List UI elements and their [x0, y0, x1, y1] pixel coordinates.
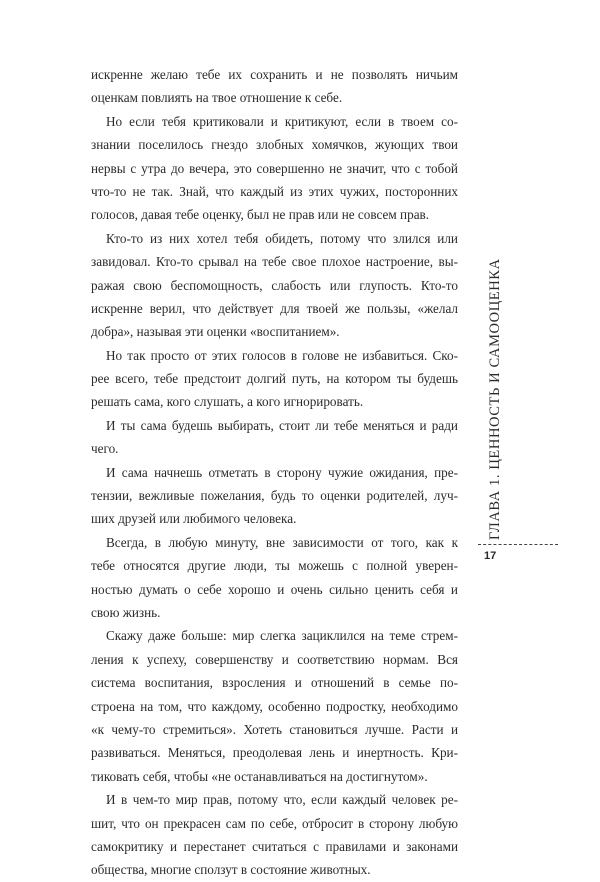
text-line: Скажу даже больше: мир слегка зациклился на теме стрем-	[106, 628, 458, 644]
text-line: шит, что он прекрасен сам по себе, отбросит в сторону любую	[91, 815, 458, 831]
text-line: Кто-то из них хотел тебя обидеть, потому что злился или	[106, 230, 458, 246]
text-line: И сама начнешь отметать в сторону чужие ожидания, пре-	[106, 464, 458, 480]
text-line: Но если тебя критиковали и критикуют, если в твоем со-	[106, 113, 458, 129]
chapter-title: ГЛАВА 1. ЦЕННОСТЬ И САМООЦЕНКА	[487, 258, 503, 540]
text-line: ражая свою беспомощность, слабость или глупость. Кто-то	[91, 277, 458, 293]
text-line: система воспитания, взросления и отношений в семье по-	[91, 675, 458, 691]
text-line: добра», называя эти оценки «воспитанием».	[91, 324, 340, 340]
body-text	[91, 63, 458, 882]
text-line: чего.	[91, 441, 119, 457]
text-line: тензии, вежливые пожелания, будь то оценки родителей, луч-	[91, 488, 458, 504]
text-line: самокритику и перестанет считаться с правилами и законами	[91, 838, 458, 854]
text-line: свою жизнь.	[91, 604, 161, 620]
text-line: Но так просто от этих голосов в голове не избавиться. Ско-	[106, 347, 458, 363]
text-line: что-то не так. Знай, что каждый из этих чужих, посторонних	[91, 183, 458, 199]
text-line: Всегда, в любую минуту, вне зависимости от того, как к	[106, 534, 458, 550]
text-line: И в чем-то мир прав, потому что, если каждый человек ре-	[106, 792, 458, 808]
text-line: искренне верил, что действует для твоей же пользы, «желал	[91, 300, 458, 316]
text-line: И ты сама будешь выбирать, стоит ли тебе меняться и ради	[106, 417, 458, 433]
text-line: общества, многие сползут в состояние животных.	[91, 862, 371, 878]
text-line: ностью думать о себе хорошо и очень сильно ценить себя и	[91, 581, 458, 597]
text-line: развиваться. Меняться, преодолевая лень и инертность. Кри-	[91, 745, 458, 761]
text-line: тиковать себя, чтобы «не останавливаться на достигнутом».	[91, 768, 428, 784]
text-line: рее всего, тебе предстоит долгий путь, на котором ты будешь	[91, 371, 458, 387]
text-line: оценкам повлиять на твое отношение к себе.	[91, 90, 343, 106]
text-line: нервы с утра до вечера, это совершенно не значит, что с тобой	[91, 160, 458, 176]
page-number: 17	[484, 550, 497, 562]
text-line: завидовал. Кто-то срывал на тебе свое плохое настроение, вы-	[91, 254, 458, 270]
text-line: искренне желаю тебе их сохранить и не позволять ничьим	[91, 67, 458, 82]
text-line: решать сама, кого слушать, а кого игнорировать.	[91, 394, 364, 410]
text-line: тебе относятся другие люди, ты можешь с полной уверен-	[91, 558, 458, 574]
text-line: голосов, давая тебе оценку, был не прав или не совсем прав.	[91, 207, 430, 223]
text-line: ших друзей или любимого человека.	[91, 511, 297, 527]
text-line: знании поселилось гнездо злобных хомячков, жующих твои	[91, 137, 458, 153]
text-line: «к чему-то стремиться». Хотеть становиться лучше. Расти и	[91, 721, 458, 737]
divider	[478, 544, 558, 545]
text-line: строена на том, что каждому, особенно подростку, необходимо	[91, 698, 458, 714]
text-line: ления к успеху, совершенству и соответствию нормам. Вся	[91, 651, 458, 667]
